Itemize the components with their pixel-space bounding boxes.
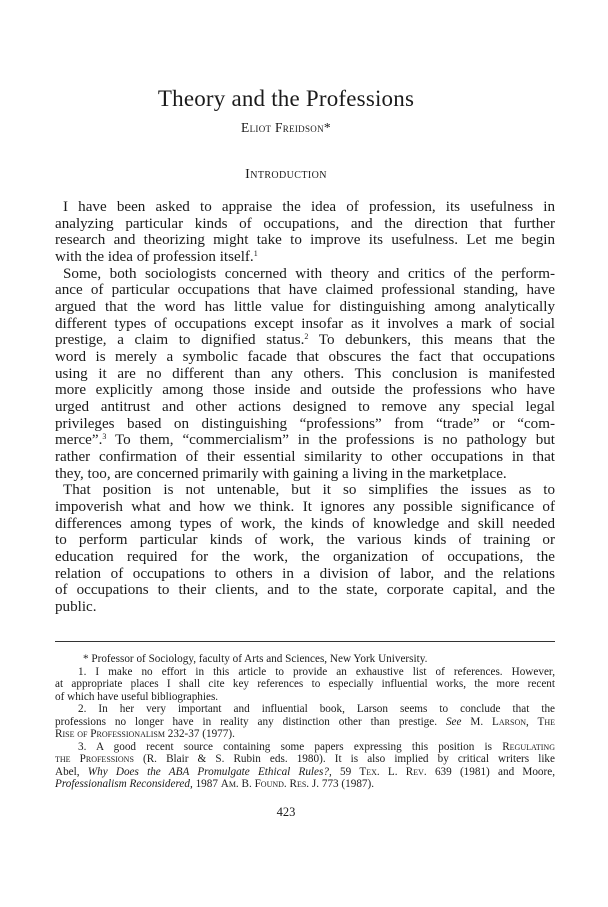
body-line-text: To them, “commercialism” in the professions is no pathology but xyxy=(106,432,555,449)
body-line-text: relation of occupations to others in a division of labor, and the relations xyxy=(55,565,555,582)
footnote-italic-text: Professionalism Reconsidered, xyxy=(55,778,193,791)
footnote-text: * Professor of Sociology, faculty of Arts and Sciences, New York University. xyxy=(83,653,428,665)
body-line-text: more explicitly among those inside and outside the professions who have xyxy=(55,382,555,399)
body-line-text: they, too, are concerned primarily with gaining a living in the marketplace. xyxy=(55,465,507,482)
body-text xyxy=(55,199,555,616)
footnote-line xyxy=(55,766,555,779)
footnote-text: 232-37 (1977). xyxy=(164,728,235,741)
author-footnote-mark: * xyxy=(323,120,331,135)
footnote-smallcaps-text: Am. B. Found. Res. J. xyxy=(220,778,320,791)
page-number: 423 xyxy=(276,805,296,819)
footnote-reference[interactable]: 3 xyxy=(102,432,107,442)
body-line xyxy=(55,316,555,333)
footnote-separator xyxy=(55,641,555,642)
body-line xyxy=(55,432,555,449)
body-line xyxy=(55,466,555,483)
body-line xyxy=(55,349,555,366)
footnote-text: 2. In her very important and influential book, Larson seems to conclude that the xyxy=(78,703,555,716)
body-line xyxy=(55,582,555,599)
author-byline xyxy=(0,120,572,136)
body-line xyxy=(55,382,555,399)
body-line-text: Some, both sociologists concerned with theory and critics of the perform- xyxy=(63,265,555,282)
body-line-text: rather confirmation of their essential similarity to other occupations in that xyxy=(55,449,555,466)
footnote-text: 1987 xyxy=(192,778,221,791)
body-line xyxy=(55,249,555,266)
footnote-line xyxy=(55,666,555,679)
footnote-text: at appropriate places I shall cite key references to especially influential works, the more recent xyxy=(55,678,555,691)
footnote-smallcaps-text: Tex. L. Rev. xyxy=(359,765,427,778)
footnote-line xyxy=(55,753,555,766)
footnotes xyxy=(55,653,555,791)
body-line xyxy=(55,199,555,216)
footnote-smallcaps-text: Larson, The xyxy=(492,715,555,728)
section-heading: Introduction xyxy=(245,167,327,182)
article-title: Theory and the Professions xyxy=(157,86,415,111)
footnote-smallcaps-text: the Professions xyxy=(55,753,134,766)
body-line-text: analyzing particular kinds of occupations, and the direction that further xyxy=(55,215,555,232)
body-line xyxy=(55,599,555,616)
body-line-text: I have been asked to appraise the idea of profession, its usefulness in xyxy=(63,199,555,215)
body-line xyxy=(55,532,555,549)
footnote-text: professions no longer have in reality any distinction other than prestige. xyxy=(55,715,446,728)
footnote-line xyxy=(55,691,555,704)
body-line-text: using it are no different than any others. This conclusion is manifested xyxy=(55,365,555,382)
footnote-italic-text: Why Does the ABA Promulgate Ethical Rules?, xyxy=(87,765,332,778)
body-line-text: urged antitrust and other actions designed to remove any special legal xyxy=(55,399,555,416)
footnote-line xyxy=(55,716,555,729)
body-line-text: merce”. xyxy=(55,432,103,449)
body-line xyxy=(55,216,555,233)
body-line xyxy=(55,366,555,383)
footnote-line xyxy=(55,741,555,754)
footnote-text: (R. Blair & S. Rubin eds. 1980). It is also implied by critical writers like xyxy=(133,753,555,766)
body-line xyxy=(55,299,555,316)
body-line xyxy=(55,282,555,299)
footnote-line xyxy=(55,728,555,741)
body-line xyxy=(55,549,555,566)
body-line-text: of occupations to their clients, and to the state, corporate capital, and the xyxy=(55,582,555,599)
body-line-text: argued that the word has little value for distinguishing among analytically xyxy=(55,299,555,316)
body-line-text: To debunkers, this means that the xyxy=(308,332,555,349)
footnote-line xyxy=(55,678,555,691)
author-name: Eliot Freidson xyxy=(241,120,324,135)
footnote-line xyxy=(55,778,555,791)
footnote-reference[interactable]: 1 xyxy=(253,249,258,259)
body-line xyxy=(55,482,555,499)
body-line-text: research and theorizing might take to improve its usefulness. Let me begin xyxy=(55,232,555,249)
body-line xyxy=(55,399,555,416)
footnote-italic-text: See xyxy=(445,715,462,728)
body-line xyxy=(55,266,555,283)
footnote-text: 773 (1987). xyxy=(319,778,375,791)
footnote-text: 639 (1981) and Moore, xyxy=(426,765,556,778)
footnote-text: of which have useful bibliographies. xyxy=(55,690,219,703)
body-line-text: ance of particular occupations that have claimed professional standing, have xyxy=(55,282,555,299)
body-line-text: prestige, a claim to dignified status. xyxy=(55,332,305,349)
body-line-text: public. xyxy=(55,599,97,616)
body-line-text: word is merely a symbolic facade that obscures the fact that occupations xyxy=(55,349,555,366)
footnote-smallcaps-text: Rise of Professionalism xyxy=(55,728,165,741)
body-line-text: differences among types of work, the kinds of knowledge and skill needed xyxy=(55,515,555,532)
body-line xyxy=(55,499,555,516)
body-line-text: with the idea of profession itself. xyxy=(55,249,254,266)
body-line-text: different types of occupations except insofar as it involves a mark of social xyxy=(55,315,555,332)
footnote-line xyxy=(55,653,555,666)
footnote-text: M. xyxy=(461,715,493,728)
body-line xyxy=(55,449,555,466)
body-line xyxy=(55,232,555,249)
body-line-text: impoverish what and how we think. It ignores any possible significance of xyxy=(55,499,555,516)
body-line-text: education required for the work, the organization of occupations, the xyxy=(55,549,555,566)
body-line-text: to perform particular kinds of work, the various kinds of training or xyxy=(55,532,555,549)
body-line xyxy=(55,416,555,433)
body-line-text: That position is not untenable, but it so simplifies the issues as to xyxy=(63,482,555,499)
footnote-text: 1. I make no effort in this article to provide an exhaustive list of references. However, xyxy=(78,665,555,678)
footnote-line xyxy=(55,703,555,716)
body-line xyxy=(55,516,555,533)
body-line xyxy=(55,332,555,349)
body-line xyxy=(55,566,555,583)
footnote-reference[interactable]: 2 xyxy=(304,332,309,342)
footnote-text: Abel, xyxy=(55,765,88,778)
footnote-text: 3. A good recent source containing some papers expressing this position is xyxy=(78,740,503,753)
footnote-text: 59 xyxy=(331,765,360,778)
body-line-text: privileges based on distinguishing “professions” from “trade” or “com- xyxy=(55,415,555,432)
footnote-smallcaps-text: Regulating xyxy=(502,740,555,753)
